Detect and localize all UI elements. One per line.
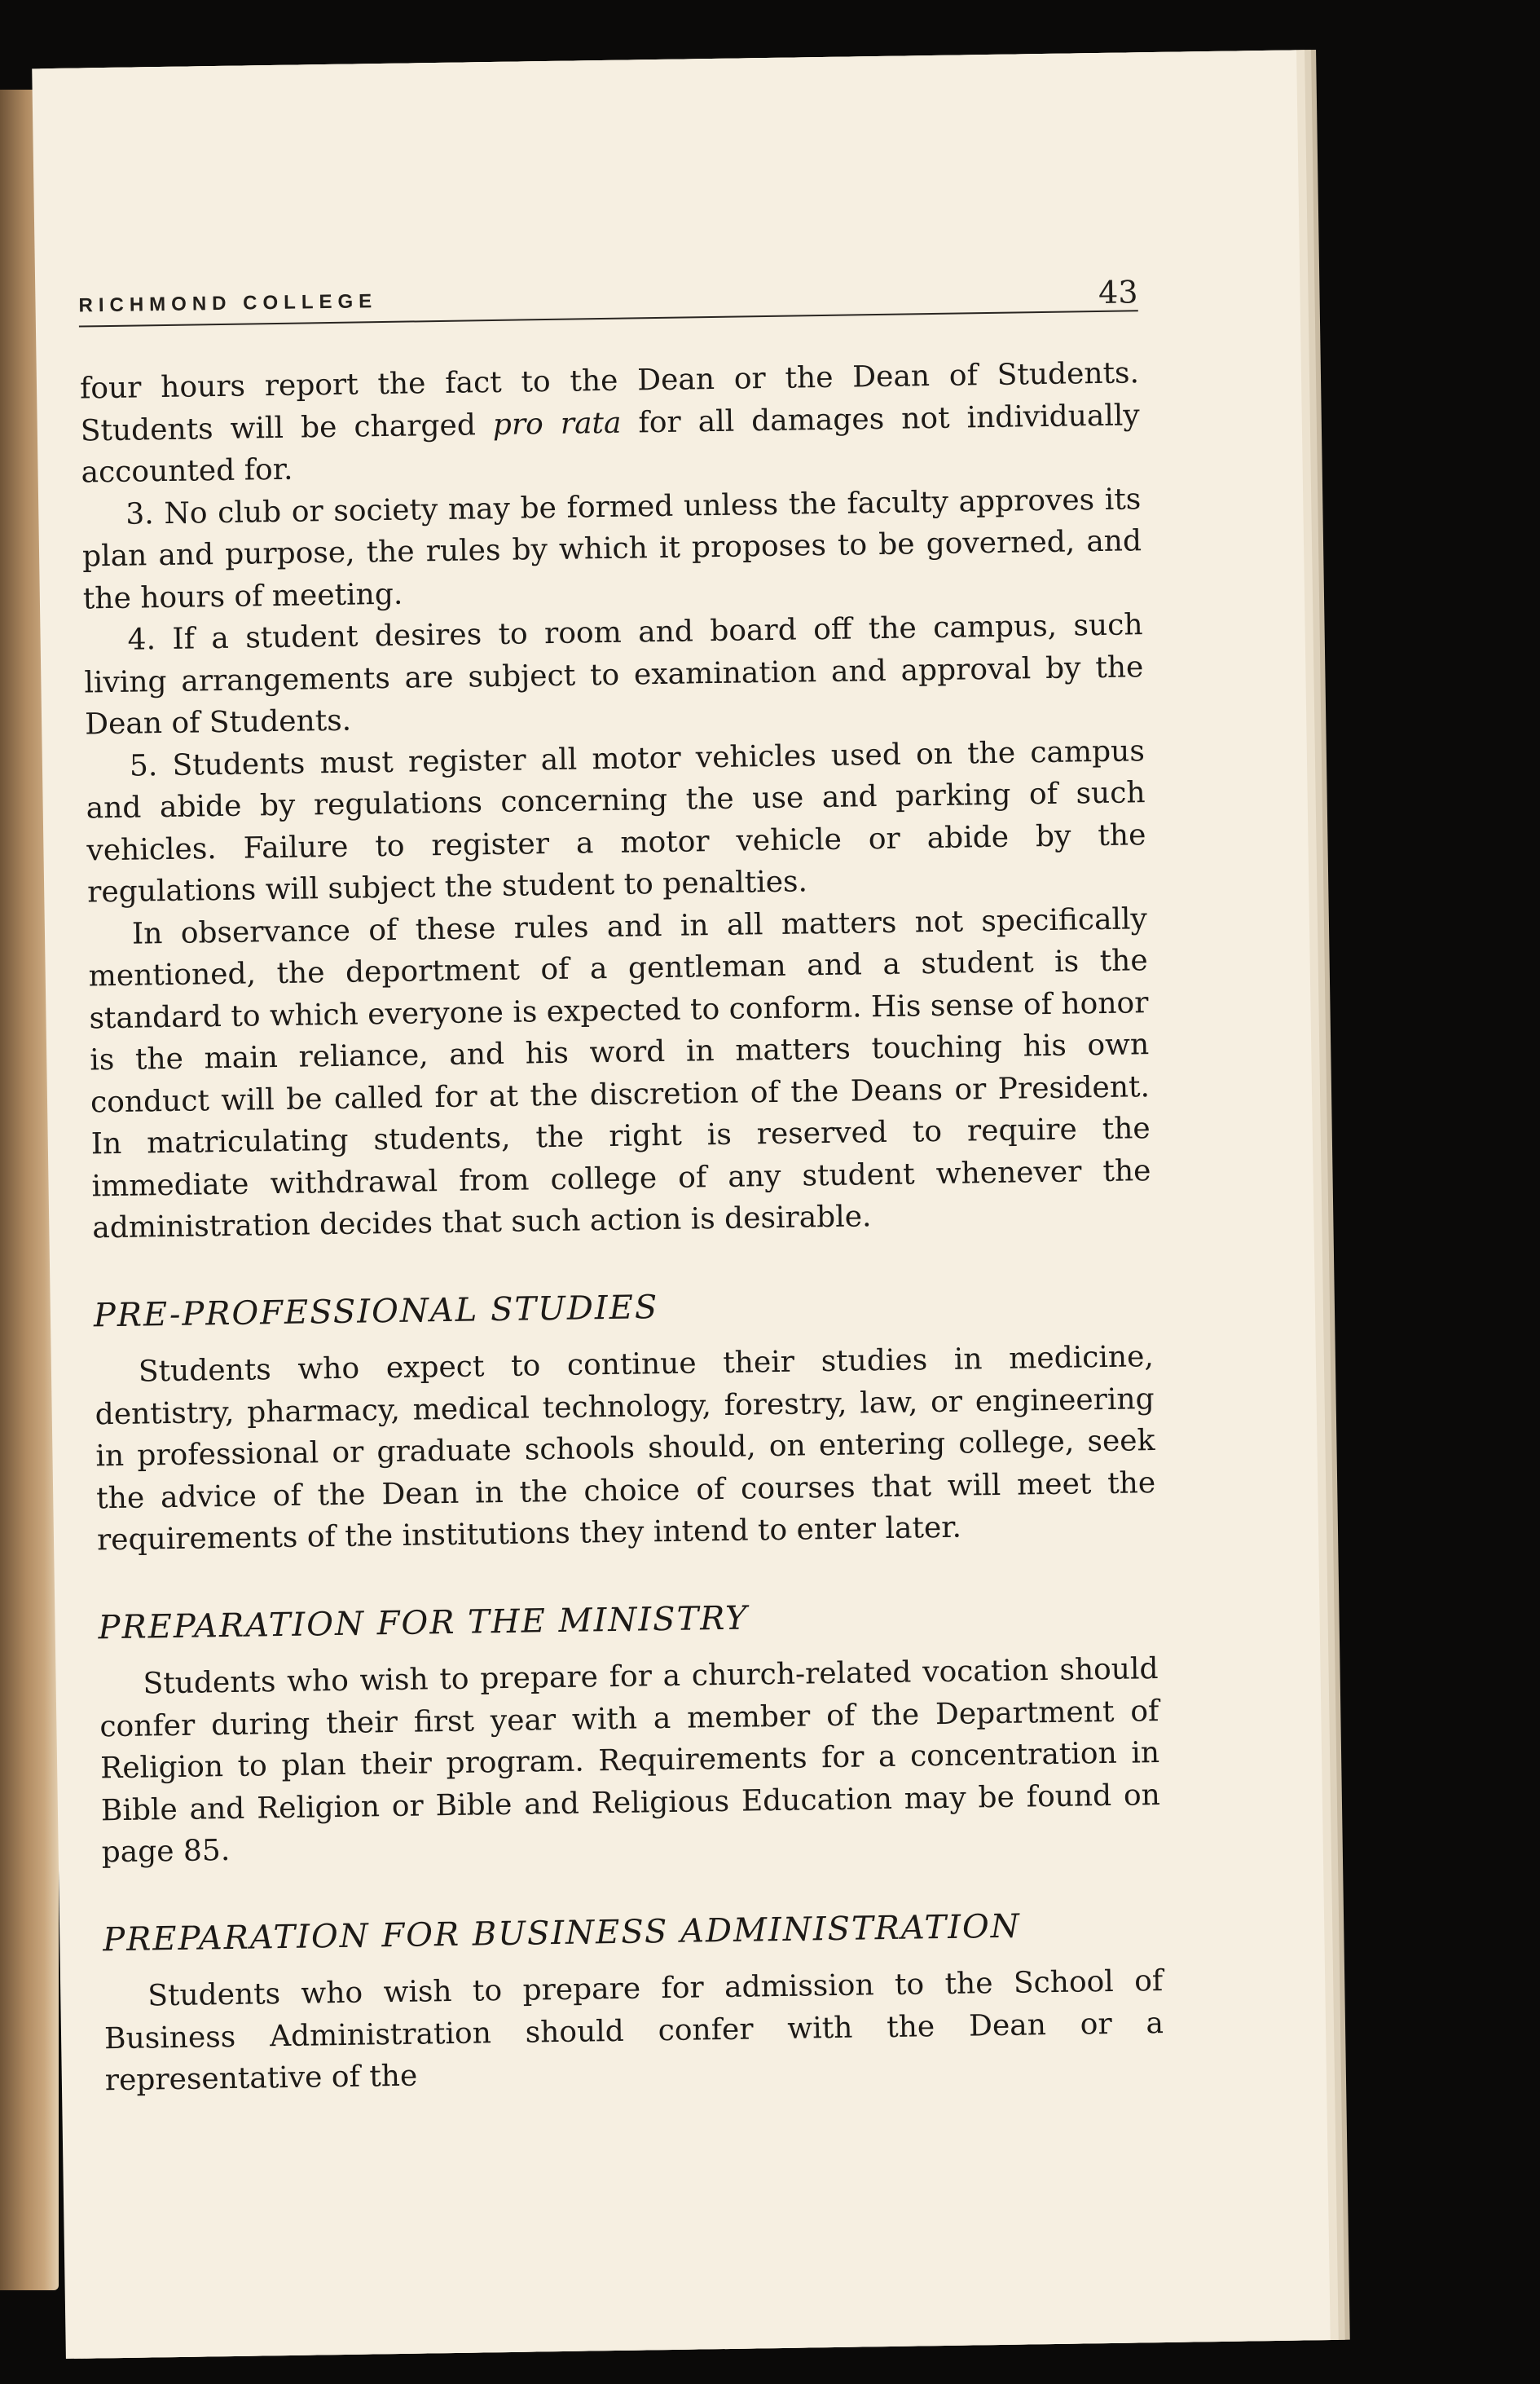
rule-text: Students must register all motor vehicles used on the campus and abide by regulations concerning the use and parking of such vehicles. Failure to register a motor vehicle or abide by the regulations will subject the student to penalties. xyxy=(86,734,1146,910)
paragraph-text-after: for all damages not individually accounted for. xyxy=(81,398,1140,490)
italic-phrase: pro rata xyxy=(492,406,622,442)
rule-item-3 xyxy=(81,478,1142,620)
paragraph-text: four hours report the fact to the Dean or the Dean of Students. Students will be charged xyxy=(79,356,1140,448)
body-text xyxy=(80,352,1164,2102)
section-text-ministry: Students who wish to prepare for a church-related vocation should confer during their first year with a member of the Department of Religion to plan their program. Requirements for a concentration in Bible and Religion or Bible and Religious Education may be found on page 85. xyxy=(99,1652,1161,1870)
rule-text: If a student desires to room and board off the campus, such living arrangements are subject to examination and approval by the Dean of Students. xyxy=(84,608,1144,742)
section-heading-pre-professional: PRE-PROFESSIONAL STUDIES xyxy=(93,1288,659,1334)
page-content xyxy=(32,50,1331,2359)
conduct-paragraph: In observance of these rules and in all matters not specifically mentioned, the deportment of a gentleman and a student is the standard to which everyone is expected to conform. His sense of honor is the main reliance, and his word in matters touching his own conduct will be called for at the discretion of the Deans or President. In matriculating students, the right is reserved to require the immediate withdrawal from college of any student whenever the administration decides that such action is desirable. xyxy=(88,901,1151,1245)
book-page xyxy=(32,50,1331,2359)
section-text-business: Students who wish to prepare for admission to the School of Business Administration should confer with the Dean or a representative of the xyxy=(103,1964,1164,2098)
section-text-pre-professional: Students who expect to continue their studies in medicine, dentistry, pharmacy, medical technology, forestry, law, or engineering in professional or graduate schools should, on entering college, seek the advice of the Dean in the choice of courses that will meet the requirements of the institutions they intend to enter later. xyxy=(95,1340,1156,1558)
running-header xyxy=(78,274,1138,327)
rule-number: 4. xyxy=(127,623,156,657)
rule-item-5 xyxy=(86,730,1147,914)
paragraph-continuation xyxy=(80,352,1141,494)
rule-number: 3. xyxy=(125,496,155,531)
rule-number: 5. xyxy=(129,748,158,783)
running-title: RICHMOND COLLEGE xyxy=(78,290,378,317)
page-number: 43 xyxy=(1098,274,1138,311)
rule-text: No club or society may be formed unless the faculty approves its plan and purpose, the rules by which it proposes to be governed, and the hours of meeting. xyxy=(81,482,1142,616)
section-heading-business: PREPARATION FOR BUSINESS ADMINISTRATION xyxy=(102,1907,1022,1959)
section-heading-ministry: PREPARATION FOR THE MINISTRY xyxy=(98,1599,749,1646)
rule-item-4 xyxy=(83,604,1144,746)
